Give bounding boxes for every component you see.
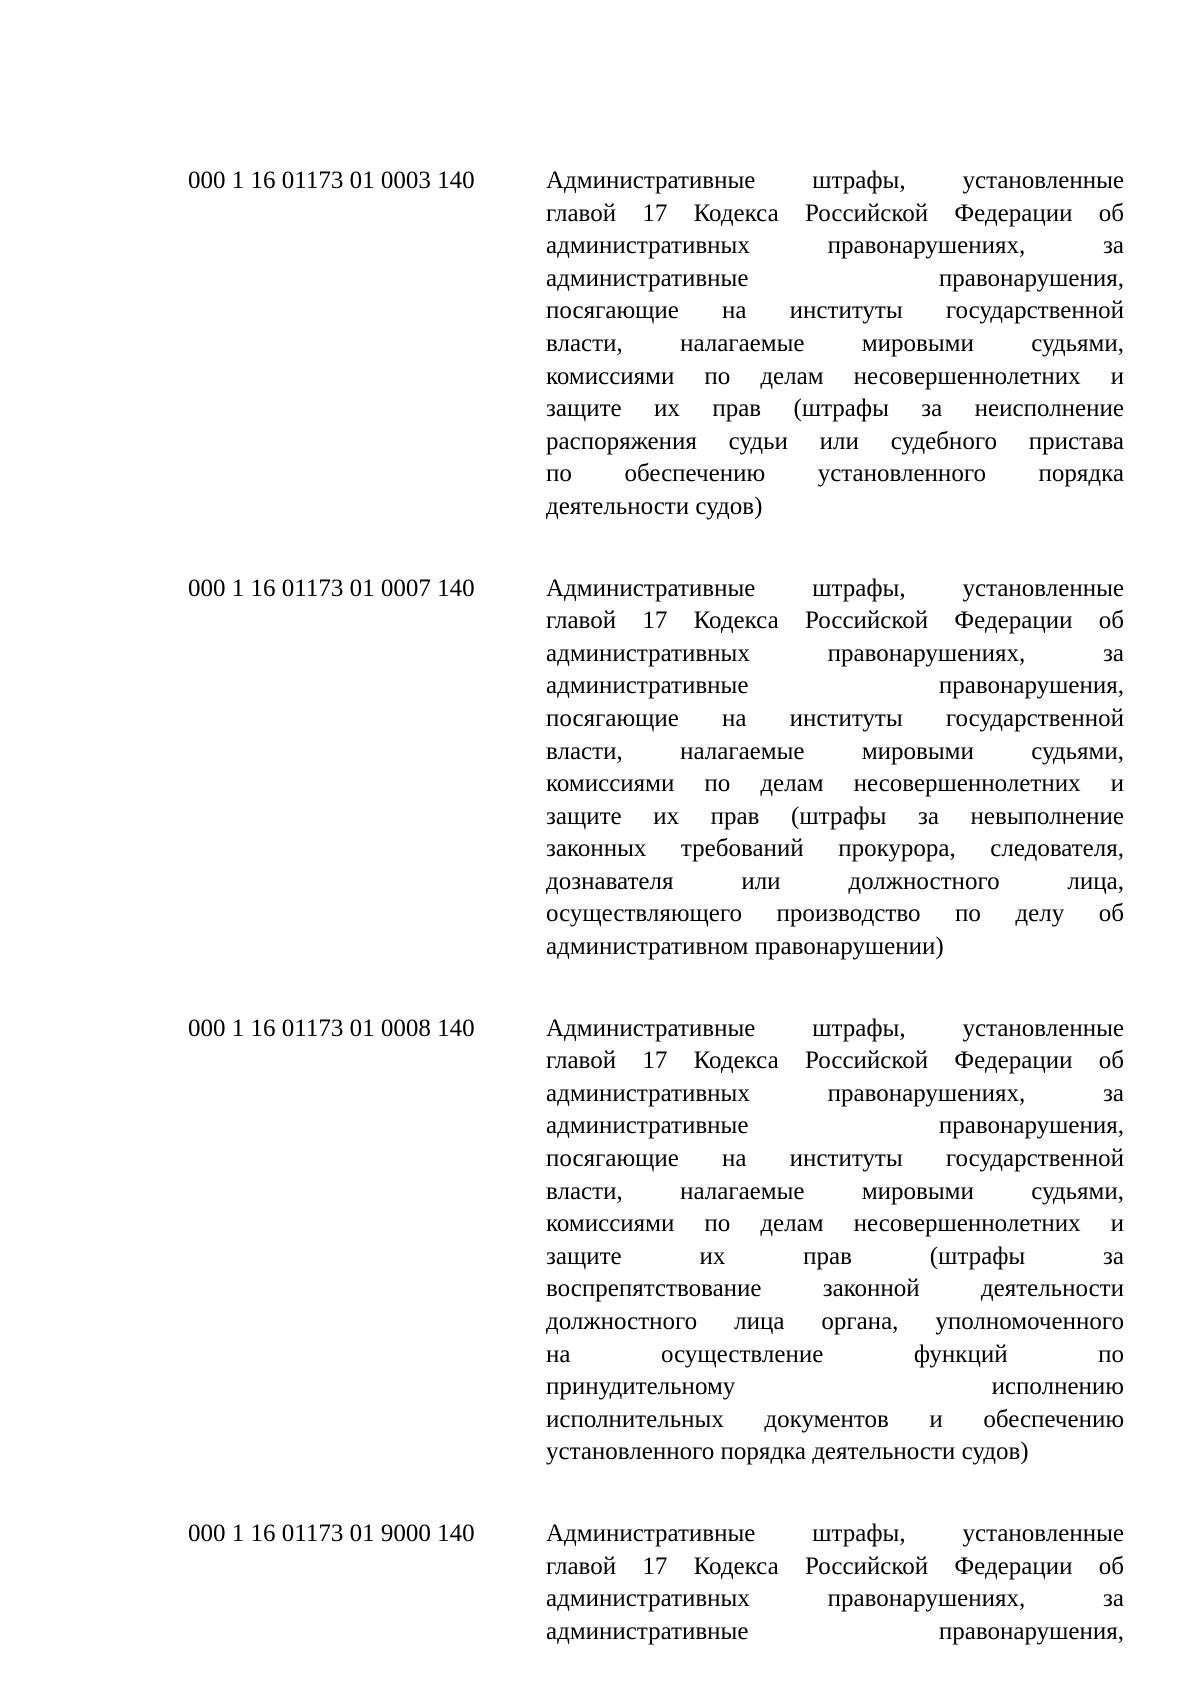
budget-classification-code: 000 1 16 01173 01 9000 140 — [188, 1519, 475, 1547]
description-line: административные правонарушения, — [546, 1617, 1124, 1645]
description-line: принудительному исполнению — [546, 1373, 1124, 1401]
description-line: комиссиями по делам несовершеннолетних и — [546, 770, 1124, 798]
description-line: Административные штрафы, установленные — [546, 574, 1124, 602]
description-line: главой 17 Кодекса Российской Федерации об — [546, 199, 1124, 227]
description-line: дознавателя или должностного лица, — [546, 867, 1124, 895]
budget-code-entry — [188, 1013, 1124, 1469]
description-line: власти, налагаемые мировыми судьями, — [546, 329, 1124, 357]
budget-classification-code: 000 1 16 01173 01 0007 140 — [188, 574, 475, 602]
description-line: исполнительных документов и обеспечению — [546, 1405, 1124, 1433]
code-description — [546, 1518, 1124, 1648]
description-line: власти, налагаемые мировыми судьями, — [546, 737, 1124, 765]
description-line: главой 17 Кодекса Российской Федерации об — [546, 1047, 1124, 1075]
description-line: установленного порядка деятельности судов) — [546, 1438, 1029, 1466]
budget-code-entry — [188, 165, 1124, 524]
description-line: главой 17 Кодекса Российской Федерации об — [546, 607, 1124, 635]
description-line: воспрепятствование законной деятельности — [546, 1275, 1124, 1303]
description-line: административном правонарушении) — [546, 933, 944, 961]
description-line: защите их прав (штрафы за невыполнение — [546, 802, 1124, 830]
description-line: комиссиями по делам несовершеннолетних и — [546, 362, 1124, 390]
budget-classification-code: 000 1 16 01173 01 0003 140 — [188, 167, 475, 194]
description-line: власти, налагаемые мировыми судьями, — [546, 1177, 1124, 1205]
description-line: на осуществление функций по — [546, 1340, 1124, 1368]
code-description — [546, 165, 1124, 524]
description-line: защите их прав (штрафы за неисполнение — [546, 395, 1124, 423]
description-line: посягающие на институты государственной — [546, 704, 1124, 732]
description-line: посягающие на институты государственной — [546, 1145, 1124, 1173]
code-description — [546, 573, 1124, 964]
description-line: Административные штрафы, установленные — [546, 1014, 1124, 1042]
description-line: административных правонарушениях, за — [546, 232, 1124, 260]
description-line: главой 17 Кодекса Российской Федерации об — [546, 1552, 1124, 1580]
budget-code-entry — [188, 1518, 1124, 1648]
description-line: Административные штрафы, установленные — [546, 167, 1124, 194]
description-line: деятельности судов) — [546, 492, 763, 520]
description-line: административных правонарушениях, за — [546, 639, 1124, 667]
description-line: административные правонарушения, — [546, 264, 1124, 292]
description-line: защите их прав (штрафы за — [546, 1242, 1124, 1270]
description-line: Административные штрафы, установленные — [546, 1519, 1124, 1547]
budget-classification-code: 000 1 16 01173 01 0008 140 — [188, 1014, 475, 1042]
description-line: должностного лица органа, уполномоченного — [546, 1308, 1124, 1335]
description-line: административных правонарушениях, за — [546, 1585, 1124, 1613]
description-line: распоряжения судьи или судебного пристава — [546, 427, 1124, 455]
code-description — [546, 1013, 1124, 1469]
budget-code-list — [188, 165, 1124, 1648]
description-line: посягающие на институты государственной — [546, 297, 1124, 325]
description-line: комиссиями по делам несовершеннолетних и — [546, 1210, 1124, 1238]
budget-code-entry — [188, 573, 1124, 964]
description-line: осуществляющего производство по делу об — [546, 900, 1124, 928]
description-line: административные правонарушения, — [546, 672, 1124, 700]
description-line: законных требований прокурора, следователя, — [546, 835, 1124, 863]
description-line: административные правонарушения, — [546, 1112, 1124, 1140]
description-line: по обеспечению установленного порядка — [546, 460, 1124, 488]
description-line: административных правонарушениях, за — [546, 1079, 1124, 1107]
